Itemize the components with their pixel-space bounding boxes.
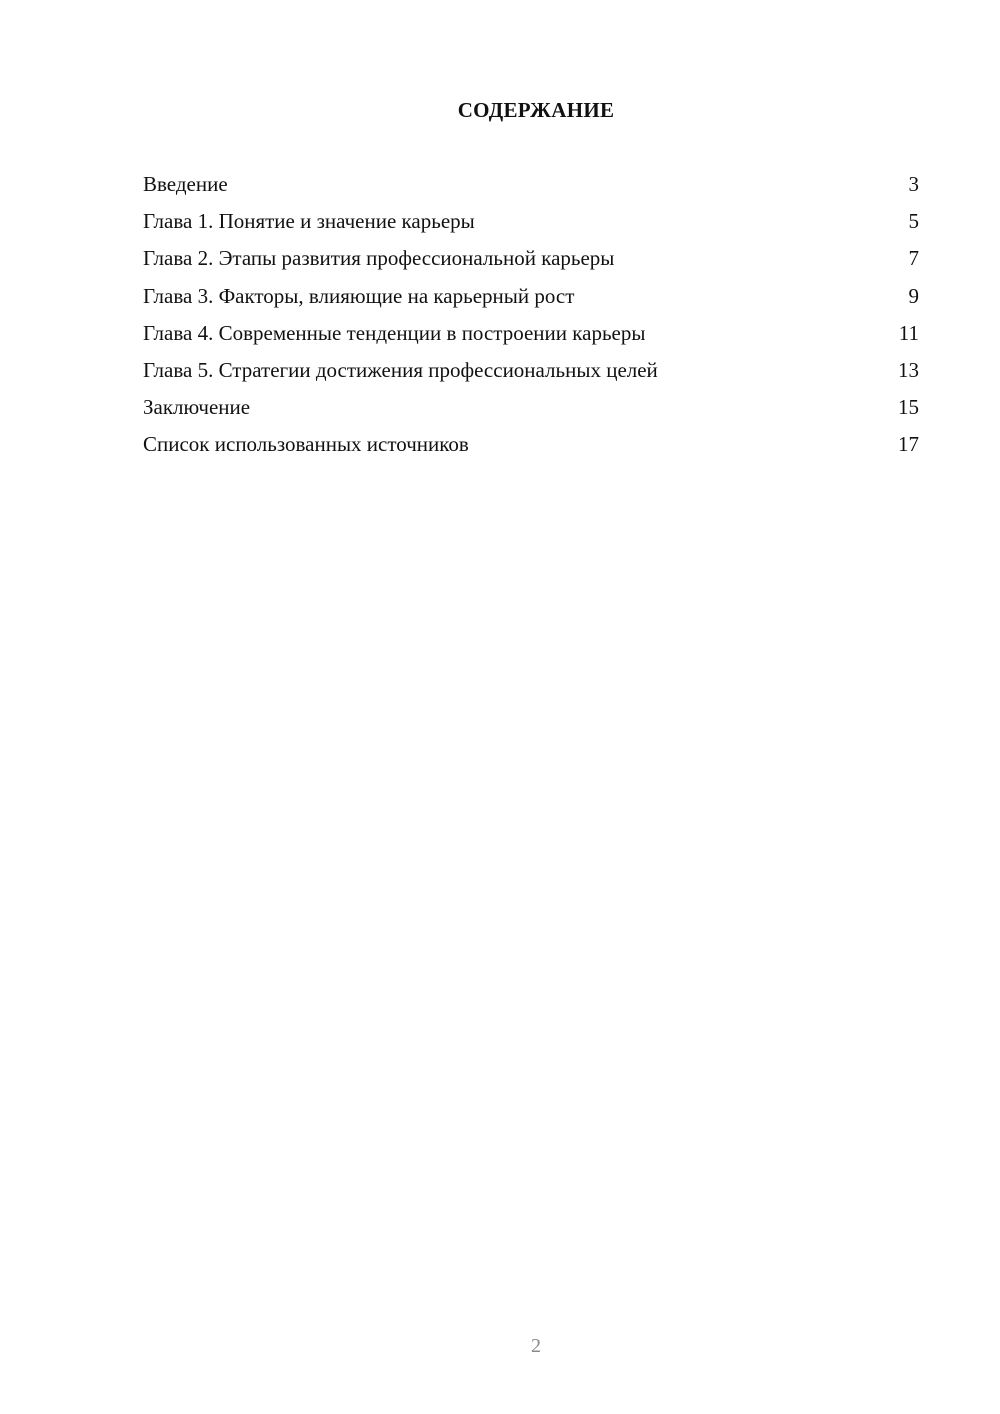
toc-entry-page: 9 [908, 283, 919, 308]
toc-entry[interactable] [143, 168, 919, 205]
toc-entry[interactable] [143, 354, 919, 391]
toc-entry-title: Заключение [143, 395, 251, 420]
toc-entry-title: Глава 3. Факторы, влияющие на карьерный рост [143, 283, 575, 308]
toc-entry-title: Глава 5. Стратегии достижения профессиональных целей [143, 357, 658, 382]
toc-entry[interactable] [143, 280, 919, 317]
table-of-contents [143, 168, 919, 466]
toc-entry[interactable] [143, 391, 919, 428]
toc-heading: СОДЕРЖАНИЕ [457, 98, 615, 122]
toc-entry-page: 5 [908, 209, 919, 234]
toc-entry-page: 7 [908, 246, 919, 271]
toc-entry-title: Введение [143, 172, 228, 196]
toc-entry-page: 17 [898, 432, 919, 457]
toc-entry[interactable] [143, 317, 919, 354]
toc-entry[interactable] [143, 428, 919, 465]
toc-entry-page: 13 [898, 357, 919, 382]
toc-entry-title: Глава 1. Понятие и значение карьеры [143, 209, 475, 234]
toc-entry-title: Список использованных источников [143, 432, 469, 457]
toc-entry[interactable] [143, 242, 919, 279]
toc-entry-title: Глава 4. Современные тенденции в построении карьеры [143, 320, 646, 345]
toc-entry-page: 11 [898, 320, 919, 345]
toc-entry-page: 3 [908, 172, 919, 196]
toc-entry-title: Глава 2. Этапы развития профессиональной карьеры [143, 246, 615, 271]
page-number: 2 [531, 1335, 541, 1357]
toc-entry-page: 15 [898, 395, 919, 420]
toc-entry[interactable] [143, 205, 919, 242]
